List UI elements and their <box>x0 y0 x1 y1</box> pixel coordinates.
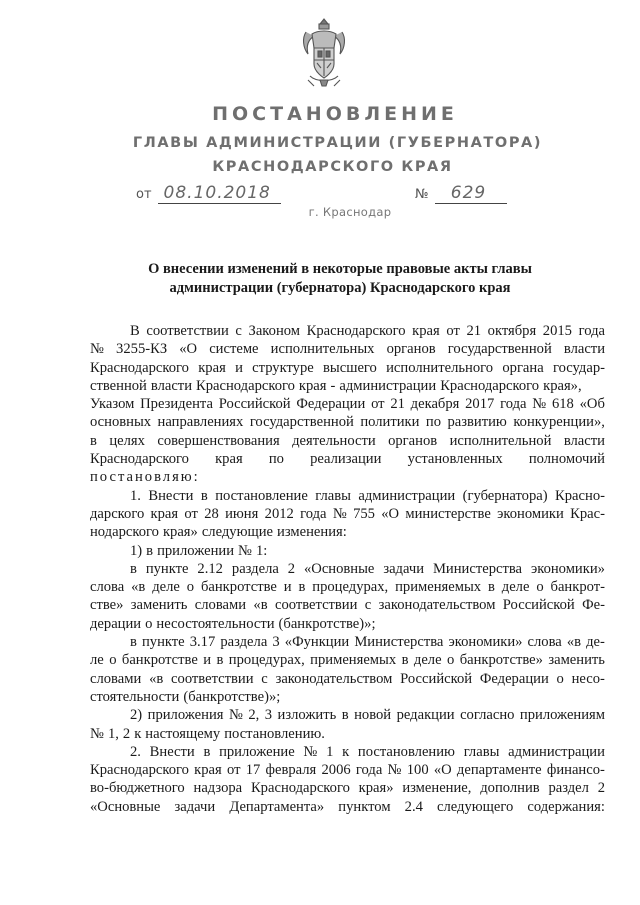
body-line: в пункте 3.17 раздела 3 «Функции Министерства экономики» слова «в де- <box>130 634 605 651</box>
body-line: ле о банкротстве и в процедурах, применяемых в деле о банкротстве» заменить <box>90 652 605 669</box>
body-line: В соответствии с Законом Краснодарского края от 21 октября 2015 года <box>130 323 605 339</box>
body-line: ственной власти Краснодарского края - администрации Краснодарского края», <box>90 377 582 394</box>
document-number-row <box>415 183 507 204</box>
document-number: 629 <box>435 183 507 204</box>
body-line: стве» заменить словами «в соответствии с законодательством Российской Фе- <box>90 597 605 614</box>
body-line: 1. Внести в постановление главы администрации (губернатора) Красно- <box>130 487 605 504</box>
document-date-row <box>136 183 281 204</box>
body-line: Краснодарского края по реализации установленных полномочий <box>90 451 605 468</box>
document-body <box>90 322 605 816</box>
title-line: администрации (губернатора) Краснодарского края <box>169 280 511 296</box>
issuer-heading: ГЛАВЫ АДМИНИСТРАЦИИ (ГУБЕРНАТОРА) <box>132 135 543 151</box>
body-line: Краснодарского края и структуре высшего исполнительного органа государ- <box>90 359 605 376</box>
body-line: «Основные задачи Департамента» пунктом 2.4 следующего содержания: <box>90 798 605 815</box>
body-line: 1) в приложении № 1: <box>130 542 268 559</box>
body-line: 2. Внести в приложение № 1 к постановлению главы администрации <box>130 743 605 760</box>
body-line: постановляю: <box>90 469 200 486</box>
body-line: № 1, 2 к настоящему постановлению. <box>90 725 325 742</box>
body-line: нодарского края» следующие изменения: <box>90 524 347 541</box>
body-line: в целях совершенствования деятельности органов исполнительной власти <box>90 432 605 449</box>
date-prefix: от <box>136 187 152 202</box>
region-heading: КРАСНОДАРСКОГО КРАЯ <box>212 159 453 175</box>
title-line: О внесении изменений в некоторые правовые акты главы <box>148 261 532 277</box>
document-date: 08.10.2018 <box>158 183 281 204</box>
body-line: 2) приложения № 2, 3 изложить в новой редакции согласно приложениям <box>130 707 605 724</box>
document-type-heading: ПОСТАНОВЛЕНИЕ <box>212 103 458 125</box>
body-line: слова «в деле о банкротстве и в процедурах, применяемых в деле о банкрот- <box>90 579 605 596</box>
body-line: во-бюджетного надзора Краснодарского края» изменение, дополнив раздел 2 <box>90 780 605 797</box>
body-line: Указом Президента Российской Федерации от 21 декабря 2017 года № 618 «Об <box>90 396 605 413</box>
body-line: основных направлениях государственной политики по развитию конкуренции», <box>90 414 605 431</box>
body-line: стоятельности (банкротстве)»; <box>90 688 281 705</box>
krasnodar-coat-of-arms-icon <box>300 18 348 88</box>
body-line: в пункте 2.12 раздела 2 «Основные задачи Министерства экономики» <box>130 560 605 577</box>
body-line: № 3255-КЗ «О системе исполнительных органов государственной власти <box>90 341 605 358</box>
city-label: г. Краснодар <box>308 205 392 219</box>
body-line: Краснодарского края от 17 февраля 2006 года № 100 «О департаменте финансо- <box>90 762 605 779</box>
document-title <box>90 260 590 298</box>
body-line: дарского края от 28 июня 2012 года № 755 «О министерстве экономики Крас- <box>90 505 605 522</box>
body-line: словами «в соответствии с законодательством Российской Федерации о несо- <box>90 670 605 687</box>
body-line: дерации о несостоятельности (банкротстве)»; <box>90 615 376 632</box>
number-prefix: № <box>415 187 429 202</box>
